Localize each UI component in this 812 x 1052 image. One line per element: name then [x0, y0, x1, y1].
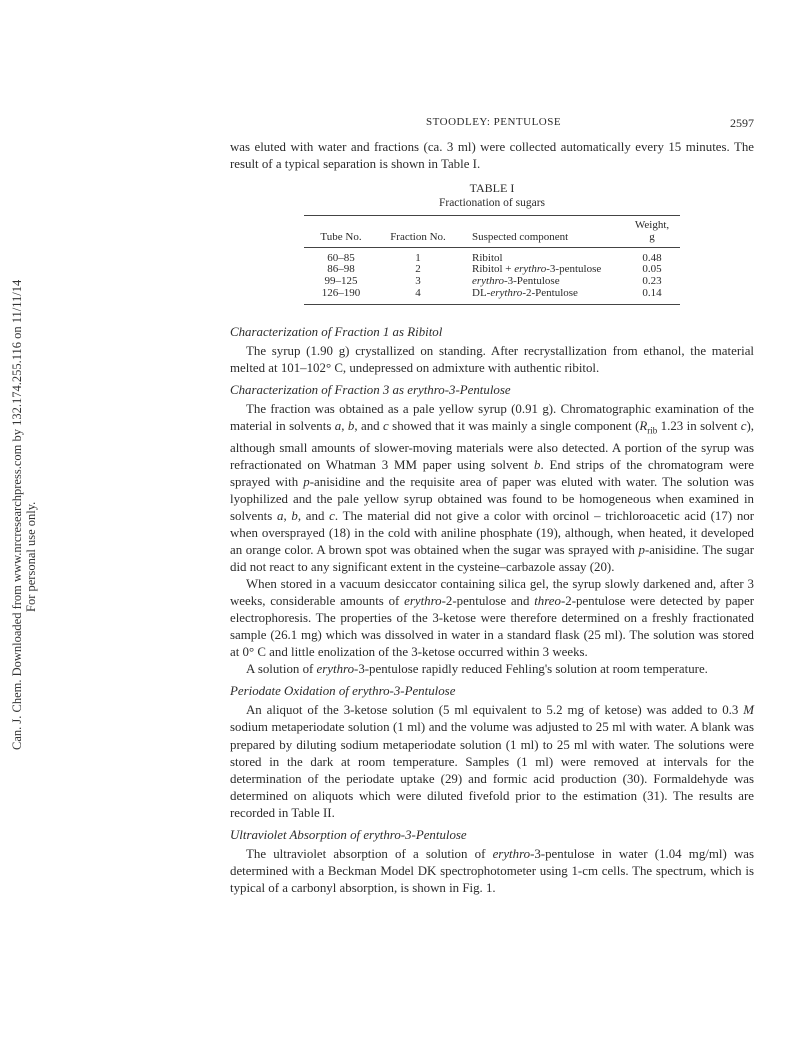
- table-row: [304, 247, 680, 264]
- article-body: [230, 139, 754, 897]
- personal-use-notice: For personal use only.: [24, 501, 38, 612]
- paragraph: The syrup (1.90 g) crystallized on standing. After recrystallization from ethanol, the material melted at 101–102° C, undepressed on admixture with authentic ribitol.: [230, 343, 754, 375]
- cell-component: Ribitol: [472, 251, 503, 264]
- section-heading-periodate: Periodate Oxidation of erythro-3-Pentulose: [230, 684, 456, 699]
- section-heading-fraction1: Characterization of Fraction 1 as Ribitol: [230, 324, 443, 339]
- cell-weight: 0.05: [642, 263, 662, 276]
- cell-component: DL-erythro-2-Pentulose: [472, 287, 578, 300]
- cell-component: erythro-3-Pentulose: [472, 275, 560, 288]
- cell-fraction: 2: [415, 263, 421, 276]
- cell-weight: 0.48: [642, 251, 662, 264]
- section-heading-ultraviolet: Ultraviolet Absorption of erythro-3-Pentulose: [230, 827, 467, 842]
- paragraph: The ultraviolet absorption of a solution of erythro-3-pentulose in water (1.04 mg/ml) was determined with a Beckman Model DK spectrophotometer using 1-cm cells. The spectrum, which is typical of a carbonyl absorption, is shown in Fig. 1.: [230, 846, 754, 895]
- cell-tube: 86–98: [327, 263, 355, 276]
- header-fraction: Fraction No.: [390, 230, 446, 243]
- header-component: Suspected component: [472, 230, 569, 243]
- cell-weight: 0.23: [642, 275, 662, 288]
- cell-weight: 0.14: [642, 287, 662, 300]
- cell-fraction: 4: [415, 287, 421, 300]
- paragraph: The fraction was obtained as a pale yellow syrup (0.91 g). Chromatographic examination of the material in solvents a, b, and c showed that it was mainly a single component ($R_{rib}$ 1.23 in solvent c), although small amounts of slower-moving materials were also detected. A portion of the syrup was refractionated on Whatman 3 MM paper using solvent b. End strips of the chromatogram were sprayed with p-anisidine and the requisite area of paper was eluted with water. The solution was lyophilized and the pale yellow syrup obtained was found to be homogeneous when examined in solvents a, b, and c. The material did not give a color with orcinol – trichloroacetic acid (17) nor when oversprayed (18) in the cold with aniline phosphate (19), although, when heated, it developed an orange color. A brown spot was obtained when the sugar was sprayed with p-anisidine. The sugar did not react to any significant extent in the cysteine–carbazole assay (20).: [230, 402, 755, 575]
- section-heading-fraction3: Characterization of Fraction 3 as erythro-3-Pentulose: [230, 383, 511, 398]
- cell-fraction: 1: [415, 251, 421, 264]
- download-notice: [4, 250, 44, 750]
- table-row: [304, 288, 680, 304]
- table-caption: Fractionation of sugars: [438, 197, 546, 210]
- page-number: 2597: [730, 116, 754, 130]
- table-label: TABLE I: [469, 181, 515, 196]
- cell-tube: 60–85: [327, 251, 355, 264]
- download-notice-line: Can. J. Chem. Downloaded from www.nrcresearchpress.com by 132.174.255.116 on 11/11/14: [10, 279, 24, 750]
- running-title: STOODLEY: PENTULOSE: [426, 116, 562, 128]
- header-tube: Tube No.: [320, 230, 362, 243]
- running-header: [230, 116, 754, 132]
- header-weight: Weight, g: [634, 219, 670, 243]
- cell-tube: 99–125: [324, 275, 358, 288]
- paragraph: A solution of erythro-3-pentulose rapidly reduced Fehling's solution at room temperature.: [246, 662, 708, 677]
- intro-paragraph: was eluted with water and fractions (ca. 3 ml) were collected automatically every 15 minutes. The result of a typical separation is shown in Table I.: [230, 140, 754, 172]
- cell-tube: 126–190: [321, 287, 361, 300]
- fractionation-table: [304, 215, 680, 305]
- paragraph: An aliquot of the 3-ketose solution (5 ml equivalent to 5.2 mg of ketose) was added to 0.3 M sodium metaperiodate solution (1 ml) and the volume was adjusted to 25 ml with water. A blank was prepared by diluting sodium metaperiodate solution (1 ml) to 25 ml with water. The solutions were stored in the dark at room temperature. Samples (1 ml) were removed at intervals for the determination of the periodate uptake (29) and formic acid production (30). Formaldehyde was determined on aliquots which were diluted fivefold prior to the estimation (31). The results are recorded in Table II.: [230, 703, 754, 820]
- paragraph: When stored in a vacuum desiccator containing silica gel, the syrup slowly darkened and, after 3 weeks, considerable amounts of erythro-2-pentulose and threo-2-pentulose were detected by paper electrophoresis. The properties of the 3-ketose were therefore determined on a freshly fractionated sample (26.1 mg) which was dissolved in water in a standard flask (25 ml). The solution was stored at 0° C and little enolization of the 3-ketose occurred within 3 weeks.: [230, 577, 755, 660]
- cell-component: Ribitol + erythro-3-pentulose: [472, 263, 602, 276]
- cell-fraction: 3: [415, 275, 421, 288]
